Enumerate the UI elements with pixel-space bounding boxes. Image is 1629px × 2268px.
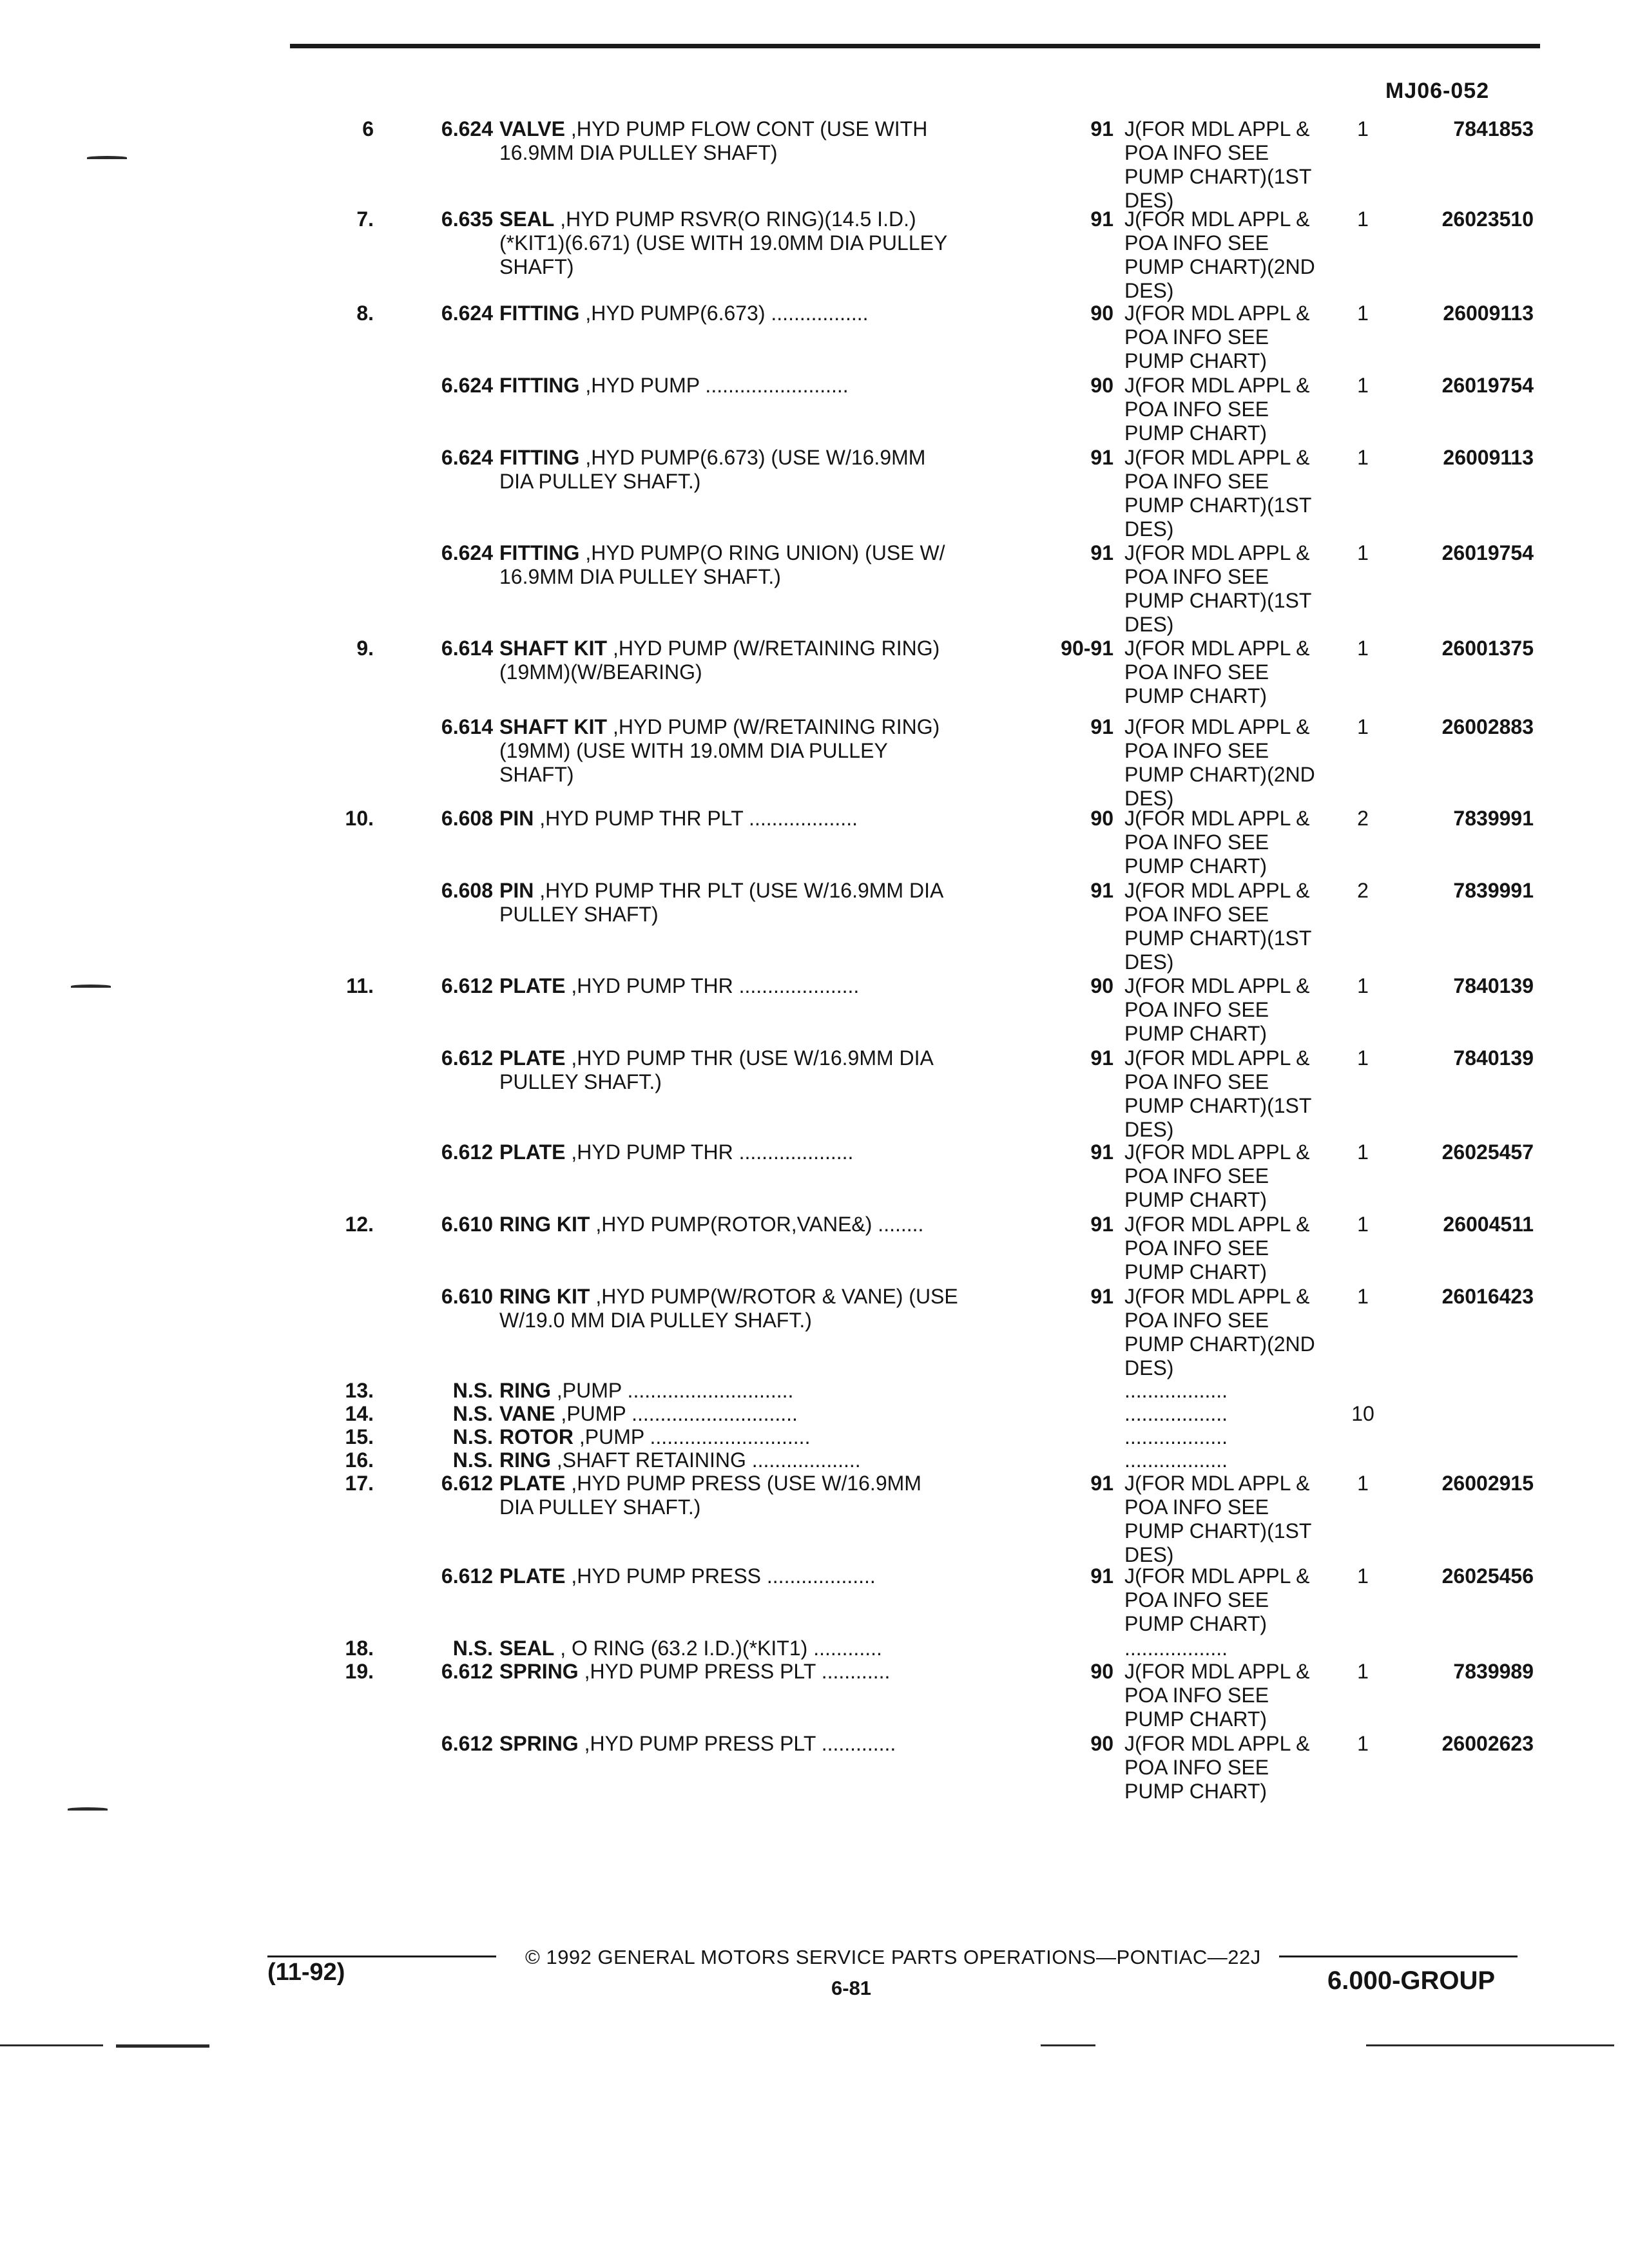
part-ref: 6 [362, 117, 374, 140]
part-detail: ,HYD PUMP THR ..................... [571, 974, 860, 997]
group-label: 6.000-GROUP [1327, 1966, 1496, 1995]
part-name: PLATE [499, 1564, 566, 1588]
part-number: 7841853 [1453, 117, 1534, 140]
model-year: 91 [1090, 879, 1113, 902]
part-number: 26025456 [1441, 1564, 1534, 1588]
application-note: J(FOR MDL APPL & POA INFO SEE PUMP CHART) [1124, 1660, 1310, 1731]
group-code: 6.610 [441, 1285, 493, 1308]
part-number: 7839991 [1453, 807, 1534, 830]
part-description [499, 207, 1028, 279]
part-name: RING KIT [499, 1285, 590, 1308]
bottom-rule [116, 2044, 209, 2048]
part-name: PIN [499, 879, 534, 902]
quantity: 1 [1357, 1285, 1369, 1308]
part-description [499, 1660, 1028, 1684]
part-ref: 19. [345, 1660, 374, 1683]
group-code: 6.624 [441, 117, 493, 140]
part-ref: 15. [345, 1425, 374, 1448]
part-description [499, 807, 1028, 831]
part-detail: ,HYD PUMP RSVR(O RING)(14.5 I.D.) (*KIT1)(6.671) (USE WITH 19.0MM DIA PULLEY SHAFT) [499, 207, 948, 278]
model-year: 90 [1090, 974, 1113, 997]
part-description [499, 1213, 1028, 1236]
part-detail: ,PUMP ............................. [556, 1379, 794, 1402]
part-ref: 13. [345, 1379, 374, 1402]
part-detail: ,HYD PUMP PRESS PLT ............ [584, 1660, 891, 1683]
application-note: J(FOR MDL APPL & POA INFO SEE PUMP CHART) [1124, 637, 1310, 707]
quantity: 1 [1357, 1472, 1369, 1495]
group-code: 6.624 [441, 541, 493, 564]
part-ref: 9. [356, 637, 374, 660]
group-code: 6.610 [441, 1213, 493, 1236]
part-description [499, 1285, 1028, 1332]
group-code: 6.612 [441, 1472, 493, 1495]
model-year: 91 [1090, 1564, 1113, 1588]
quantity: 1 [1357, 974, 1369, 997]
part-number: 26025457 [1441, 1140, 1534, 1164]
part-number: 26004511 [1443, 1213, 1534, 1236]
part-number: 26009113 [1443, 302, 1534, 325]
quantity: 1 [1357, 374, 1369, 397]
application-note: J(FOR MDL APPL & POA INFO SEE PUMP CHART) [1124, 1140, 1310, 1211]
part-number: 26016423 [1441, 1285, 1534, 1308]
part-name: PLATE [499, 1140, 566, 1164]
part-name: VANE [499, 1402, 555, 1425]
group-code: 6.614 [441, 637, 493, 660]
part-ref: 12. [345, 1213, 374, 1236]
footer-rule-left [267, 1956, 496, 1957]
part-ref: 14. [345, 1402, 374, 1425]
part-name: SEAL [499, 207, 555, 231]
application-note: .................. [1124, 1448, 1228, 1472]
part-number: 26009113 [1443, 446, 1534, 469]
group-code: 6.612 [441, 974, 493, 997]
model-year: 91 [1090, 1140, 1113, 1164]
part-number: 7840139 [1453, 974, 1534, 997]
application-note: J(FOR MDL APPL & POA INFO SEE PUMP CHART)(1ST DES) [1124, 1046, 1312, 1141]
part-description [499, 1425, 1028, 1449]
part-number: 26019754 [1441, 541, 1534, 564]
part-number: 7840139 [1453, 1046, 1534, 1070]
part-name: RING KIT [499, 1213, 590, 1236]
group-code: 6.624 [441, 302, 493, 325]
part-name: RING [499, 1448, 551, 1472]
part-detail: , O RING (63.2 I.D.)(*KIT1) ............ [560, 1637, 882, 1660]
application-note: .................. [1124, 1425, 1228, 1448]
model-year: 91 [1090, 1285, 1113, 1308]
part-detail: ,HYD PUMP(6.673) ................. [585, 302, 869, 325]
application-note: J(FOR MDL APPL & POA INFO SEE PUMP CHART) [1124, 1564, 1310, 1635]
application-note: J(FOR MDL APPL & POA INFO SEE PUMP CHART) [1124, 374, 1310, 445]
part-description [499, 1564, 1028, 1588]
group-code: N.S. [452, 1402, 493, 1425]
part-number: 26002623 [1441, 1732, 1534, 1755]
model-year: 90-91 [1061, 637, 1113, 660]
model-year: 90 [1090, 1660, 1113, 1683]
bottom-rule [1366, 2044, 1614, 2046]
model-year: 91 [1090, 541, 1113, 564]
part-detail: ,HYD PUMP PRESS ................... [571, 1564, 876, 1588]
part-description [499, 446, 1028, 494]
part-number: 7839989 [1453, 1660, 1534, 1683]
part-ref: 16. [345, 1448, 374, 1472]
part-description [499, 637, 1028, 684]
part-detail: ,PUMP ............................. [561, 1402, 798, 1425]
application-note: .................. [1124, 1637, 1228, 1660]
part-detail: ,HYD PUMP(O RING UNION) (USE W/ 16.9MM DIA PULLEY SHAFT.) [499, 541, 945, 588]
part-name: PLATE [499, 1046, 566, 1070]
footer-rule-right [1279, 1956, 1518, 1957]
part-description [499, 715, 1028, 787]
model-year: 91 [1090, 715, 1113, 738]
copyright-line: © 1992 GENERAL MOTORS SERVICE PARTS OPERATIONS—PONTIAC—22J [525, 1946, 1261, 1968]
group-code: 6.624 [441, 446, 493, 469]
part-name: SPRING [499, 1660, 579, 1683]
part-description [499, 1448, 1028, 1472]
group-code: 6.612 [441, 1732, 493, 1755]
part-detail: ,SHAFT RETAINING ................... [556, 1448, 861, 1472]
application-note: J(FOR MDL APPL & POA INFO SEE PUMP CHART)(1ST DES) [1124, 446, 1312, 541]
application-note: J(FOR MDL APPL & POA INFO SEE PUMP CHART) [1124, 302, 1310, 372]
quantity: 1 [1357, 541, 1369, 564]
part-detail: ,HYD PUMP(W/ROTOR & VANE) (USE W/19.0 MM DIA PULLEY SHAFT.) [499, 1285, 958, 1332]
application-note: J(FOR MDL APPL & POA INFO SEE PUMP CHART) [1124, 1732, 1310, 1803]
part-description [499, 1732, 1028, 1756]
quantity: 1 [1357, 1564, 1369, 1588]
part-name: VALVE [499, 117, 565, 140]
part-ref: 8. [356, 302, 374, 325]
part-detail: ,HYD PUMP PRESS PLT ............. [584, 1732, 896, 1755]
quantity: 2 [1357, 807, 1369, 830]
model-year: 91 [1090, 1046, 1113, 1070]
part-description [499, 974, 1028, 998]
part-number: 26001375 [1441, 637, 1534, 660]
group-code: 6.612 [441, 1660, 493, 1683]
quantity: 2 [1357, 879, 1369, 902]
part-name: RING [499, 1379, 551, 1402]
application-note: .................. [1124, 1379, 1228, 1402]
group-code: N.S. [452, 1379, 493, 1402]
part-description [499, 302, 1028, 325]
group-code: 6.614 [441, 715, 493, 738]
part-name: SHAFT KIT [499, 715, 608, 738]
group-code: N.S. [452, 1637, 493, 1660]
part-description [499, 374, 1028, 398]
model-year: 90 [1090, 374, 1113, 397]
part-detail: ,HYD PUMP ......................... [585, 374, 849, 397]
part-name: SEAL [499, 1637, 555, 1660]
part-detail: ,HYD PUMP(ROTOR,VANE&) ........ [595, 1213, 924, 1236]
application-note: J(FOR MDL APPL & POA INFO SEE PUMP CHART)(2ND DES) [1124, 207, 1315, 302]
part-detail: ,HYD PUMP THR PLT (USE W/16.9MM DIA PULLEY SHAFT) [499, 879, 944, 926]
part-number: 26002883 [1441, 715, 1534, 738]
part-description [499, 1472, 1028, 1519]
application-note: J(FOR MDL APPL & POA INFO SEE PUMP CHART)(1ST DES) [1124, 879, 1312, 974]
application-note: J(FOR MDL APPL & POA INFO SEE PUMP CHART) [1124, 974, 1310, 1045]
part-detail: ,HYD PUMP(6.673) (USE W/16.9MM DIA PULLEY SHAFT.) [499, 446, 926, 493]
group-code: 6.635 [441, 207, 493, 231]
part-ref: 18. [345, 1637, 374, 1660]
model-year: 91 [1090, 207, 1113, 231]
bottom-rule [0, 2044, 103, 2046]
application-note: J(FOR MDL APPL & POA INFO SEE PUMP CHART)(1ST DES) [1124, 117, 1312, 212]
part-name: FITTING [499, 541, 580, 564]
part-description [499, 879, 1028, 927]
part-description [499, 1379, 1028, 1403]
application-note: J(FOR MDL APPL & POA INFO SEE PUMP CHART)(2ND DES) [1124, 715, 1315, 810]
bottom-rule [1041, 2044, 1095, 2046]
part-detail: ,HYD PUMP (W/RETAINING RING) (19MM) (USE WITH 19.0MM DIA PULLEY SHAFT) [499, 715, 940, 786]
application-note: J(FOR MDL APPL & POA INFO SEE PUMP CHART) [1124, 807, 1310, 878]
group-code: 6.612 [441, 1140, 493, 1164]
application-note: J(FOR MDL APPL & POA INFO SEE PUMP CHART) [1124, 1213, 1310, 1283]
quantity: 1 [1357, 1213, 1369, 1236]
part-detail: ,HYD PUMP THR (USE W/16.9MM DIA PULLEY SHAFT.) [499, 1046, 934, 1093]
part-description [499, 117, 1028, 165]
group-code: 6.624 [441, 374, 493, 397]
part-detail: ,HYD PUMP (W/RETAINING RING) (19MM)(W/BEARING) [499, 637, 940, 684]
part-detail: ,HYD PUMP THR .................... [571, 1140, 854, 1164]
part-number: 7839991 [1453, 879, 1534, 902]
model-year: 90 [1090, 302, 1113, 325]
part-name: FITTING [499, 302, 580, 325]
part-name: PIN [499, 807, 534, 830]
quantity: 1 [1357, 117, 1369, 140]
group-code: N.S. [452, 1448, 493, 1472]
part-description [499, 1637, 1028, 1660]
page-number: 6-81 [831, 1977, 872, 1999]
part-description [499, 1046, 1028, 1094]
part-name: SHAFT KIT [499, 637, 608, 660]
quantity: 1 [1357, 715, 1369, 738]
part-detail: ,PUMP ............................ [579, 1425, 811, 1448]
part-ref: 7. [356, 207, 374, 231]
quantity: 10 [1351, 1402, 1374, 1425]
part-detail: ,HYD PUMP FLOW CONT (USE WITH 16.9MM DIA PULLEY SHAFT) [499, 117, 928, 164]
quantity: 1 [1357, 1660, 1369, 1683]
part-name: PLATE [499, 1472, 566, 1495]
part-description [499, 541, 1028, 589]
quantity: 1 [1357, 637, 1369, 660]
part-ref: 10. [345, 807, 374, 830]
model-year: 90 [1090, 807, 1113, 830]
model-year: 91 [1090, 1472, 1113, 1495]
part-detail: ,HYD PUMP THR PLT ................... [539, 807, 858, 830]
part-description [499, 1402, 1028, 1426]
model-year: 91 [1090, 1213, 1113, 1236]
part-number: 26019754 [1441, 374, 1534, 397]
model-year: 91 [1090, 446, 1113, 469]
quantity: 1 [1357, 302, 1369, 325]
revision-date: (11-92) [267, 1959, 345, 1986]
quantity: 1 [1357, 207, 1369, 231]
part-detail: ,HYD PUMP PRESS (USE W/16.9MM DIA PULLEY SHAFT.) [499, 1472, 921, 1519]
group-code: 6.608 [441, 879, 493, 902]
part-name: ROTOR [499, 1425, 574, 1448]
group-code: 6.608 [441, 807, 493, 830]
model-year: 90 [1090, 1732, 1113, 1755]
part-ref: 11. [346, 974, 374, 997]
group-code: 6.612 [441, 1564, 493, 1588]
part-description [499, 1140, 1028, 1164]
application-note: J(FOR MDL APPL & POA INFO SEE PUMP CHART)(2ND DES) [1124, 1285, 1315, 1379]
group-code: N.S. [452, 1425, 493, 1448]
model-year: 91 [1090, 117, 1113, 140]
part-name: FITTING [499, 446, 580, 469]
quantity: 1 [1357, 1046, 1369, 1070]
part-ref: 17. [345, 1472, 374, 1495]
application-note: J(FOR MDL APPL & POA INFO SEE PUMP CHART)(1ST DES) [1124, 541, 1312, 636]
part-name: PLATE [499, 974, 566, 997]
document-code: MJ06-052 [1385, 79, 1490, 103]
application-note: J(FOR MDL APPL & POA INFO SEE PUMP CHART)(1ST DES) [1124, 1472, 1312, 1566]
part-number: 26023510 [1441, 207, 1534, 231]
quantity: 1 [1357, 1732, 1369, 1755]
group-code: 6.612 [441, 1046, 493, 1070]
quantity: 1 [1357, 1140, 1369, 1164]
part-number: 26002915 [1441, 1472, 1534, 1495]
part-name: SPRING [499, 1732, 579, 1755]
part-name: FITTING [499, 374, 580, 397]
quantity: 1 [1357, 446, 1369, 469]
application-note: .................. [1124, 1402, 1228, 1425]
